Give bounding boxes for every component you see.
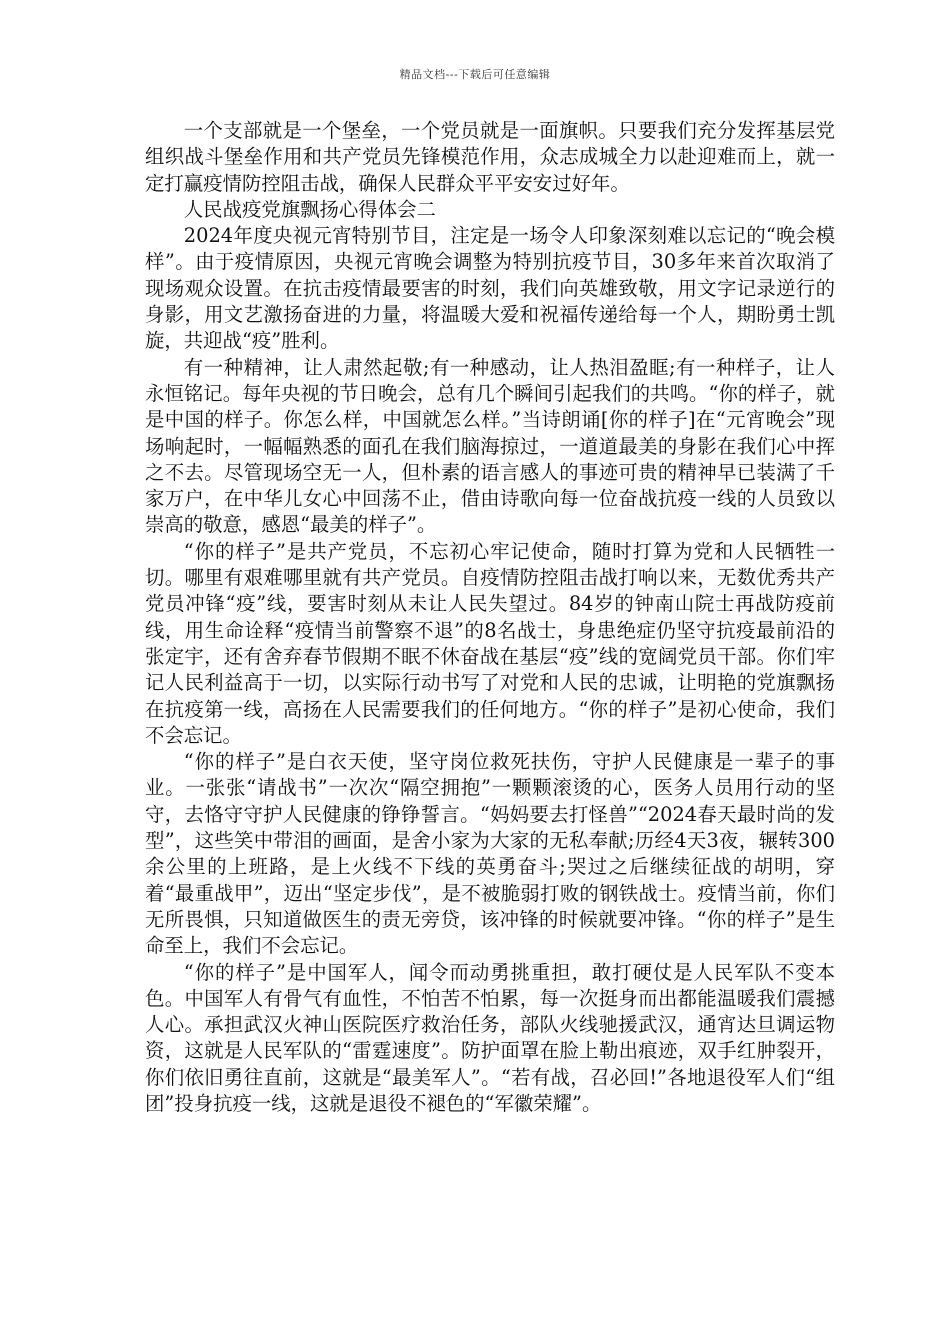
paragraph-intro: 一个支部就是一个堡垒，一个党员就是一面旗帜。只要我们充分发挥基层党组织战斗堡垒作用和共产党员先锋模范作用，众志成城全力以赴迎难而上，就一定打赢疫情防控阻击战，确保人民群众平平安安过好年。	[145, 119, 835, 195]
paragraph: “你的样子”是白衣天使，坚守岗位救死扶伤，守护人民健康是一辈子的事业。一张张“请战书”一次次“隔空拥抱”一颗颗滚烫的心，医务人员用行动的坚守，去恪守守护人民健康的铮铮誓言。“妈妈要去打怪兽”“2024春天最时尚的发型”，这些笑中带泪的画面，是舍小家为大家的无私奉献;历经4天3夜，辗转300余公里的上班路，是上火线不下线的英勇奋斗;哭过之后继续征战的胡明，穿着“最重战甲”，迈出“坚定步伐”，是不被脆弱打败的钢铁战士。疫情当前，你们无所畏惧，只知道做医生的责无旁贷，该冲锋的时候就要冲锋。“你的样子”是生命至上，我们不会忘记。	[145, 750, 835, 958]
paragraph: “你的样子”是中国军人，闻令而动勇挑重担，敢打硬仗是人民军队不变本色。中国军人有骨气有血性，不怕苦不怕累，每一次挺身而出都能温暖我们震撼人心。承担武汉火神山医院医疗救治任务，部队火线驰援武汉，通宵达旦调运物资，这就是人民军队的“雷霆速度”。防护面罩在脸上勒出痕迹，双手红肿裂开，你们依旧勇往直前，这就是“最美军人”。“若有战，召必回!”各地退役军人们“组团”投身抗疫一线，这就是退役不褪色的“军徽荣耀”。	[145, 960, 835, 1115]
section-title: 人民战疫党旗飘扬心得体会二	[183, 197, 436, 221]
paragraph: 2024年度央视元宵特别节目，注定是一场令人印象深刻难以忘记的“晚会模样”。由于疫情原因，央视元宵晚会调整为特别抗疫节目，30多年来首次取消了现场观众设置。在抗击疫情最要害的时刻，我们向英雄致敬，用文字记录逆行的身影，用文艺激扬奋进的力量，将温暖大爱和祝福传递给每一个人，期盼勇士凯旋，共迎战“疫”胜利。	[145, 224, 835, 353]
paragraph: 有一种精神，让人肃然起敬;有一种感动，让人热泪盈眶;有一种样子，让人永恒铭记。每年央视的节日晚会，总有几个瞬间引起我们的共鸣。“你的样子，就是中国的样子。你怎么样，中国就怎么样。”当诗朗诵[你的样子]在“元宵晚会”现场响起时，一幅幅熟悉的面孔在我们脑海掠过，一道道最美的身影在我们心中挥之不去。尽管现场空无一人，但朴素的语言感人的事迹可贵的精神早已装满了千家万户，在中华儿女心中回荡不止，借由诗歌向每一位奋战抗疫一线的人员致以崇高的敬意，感恩“最美的样子”。	[145, 355, 835, 537]
page-header: 精品文档---下载后可任意编辑	[399, 68, 551, 81]
document-body	[145, 118, 835, 1117]
paragraph: “你的样子”是共产党员，不忘初心牢记使命，随时打算为党和人民牺牲一切。哪里有艰难哪里就有共产党员。自疫情防控阻击战打响以来，无数优秀共产党员冲锋“疫”线，要害时刻从未让人民失望过。84岁的钟南山院士再战防疫前线，用生命诠释“疫情当前警察不退”的8名战士，身患绝症仍坚守抗疫最前沿的张定宇，还有舍弃春节假期不眠不休奋战在基层“疫”线的宽阔党员干部。你们牢记人民利益高于一切，以实际行动书写了对党和人民的忠诚，让明艳的党旗飘扬在抗疫第一线，高扬在人民需要我们的任何地方。“你的样子”是初心使命，我们不会忘记。	[145, 539, 835, 747]
